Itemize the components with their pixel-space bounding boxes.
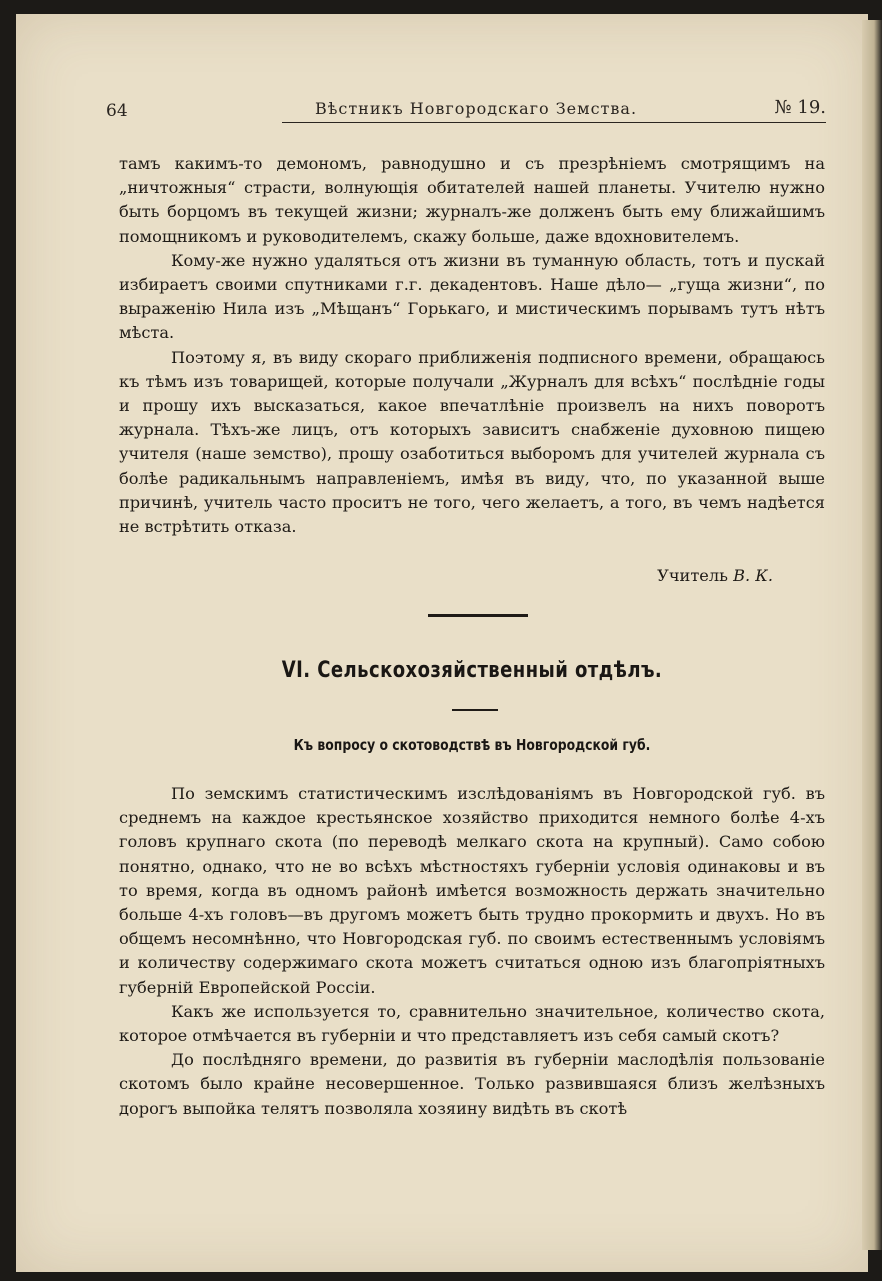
article-text bbox=[119, 782, 825, 1121]
letter-paragraph: Кому-же нужно удаляться отъ жизни въ туманную область, тотъ и пускай избираетъ своими спутниками г.г. декадентовъ. Наше дѣло— „гуща жизни“, по выраженію Нила изъ „Мѣщанъ“ Горькаго, и мистическимъ порывамъ тутъ нѣтъ мѣста. bbox=[119, 250, 825, 343]
header-rule bbox=[282, 122, 826, 123]
letter-paragraph: Поэтому я, въ виду скораго приближенія подписного времени, обращаюсь къ тѣмъ изъ товарищей, которые получали „Журналъ для всѣхъ“ послѣдніе годы и прошу ихъ высказаться, какое впечатлѣніе произвелъ на нихъ поворотъ журнала. Тѣхъ-же лицъ, отъ которыхъ зависитъ снабженіе духовною пищею учителя (наше земство), прошу озаботиться выборомъ для учителей журнала съ болѣе радикальнымъ направленіемъ, имѣя въ виду, что, по указанной выше причинѣ, учитель часто проситъ не того, чего желаетъ, а того, въ чемъ надѣется не встрѣтить отказа. bbox=[119, 347, 825, 537]
letter-paragraph: тамъ какимъ-то демономъ, равнодушно и съ презрѣніемъ смотрящимъ на „ничтожныя“ страсти, волнующія обитателей нашей планеты. Учителю нужно быть борцомъ въ текущей жизни; журналъ-же долженъ быть ему ближайшимъ помощникомъ и руководителемъ, скажу больше, даже вдохновителемъ. bbox=[119, 154, 825, 246]
signature bbox=[119, 566, 773, 585]
section-title: VI. Сельскохозяйственный отдѣлъ. bbox=[281, 658, 663, 683]
issue-number: № 19. bbox=[774, 97, 826, 118]
page-number: 64 bbox=[106, 101, 128, 121]
running-header bbox=[106, 94, 826, 124]
article-paragraph: До послѣдняго времени, до развитія въ губерніи маслодѣлія пользованіе скотомъ было крайне несовершенное. Только развившаяся близъ желѣзныхъ дорогъ выпойка телятъ позволяла хозяину видѣть въ скотѣ bbox=[119, 1050, 825, 1118]
article-title: Къ вопросу о скотоводствѣ въ Новгородской губ. bbox=[293, 736, 651, 754]
title-divider bbox=[452, 709, 498, 711]
page-edge bbox=[862, 20, 882, 1250]
letter-text bbox=[119, 152, 825, 539]
article-paragraph: По земскимъ статистическимъ изслѣдованіямъ въ Новгородской губ. въ среднемъ на каждое крестьянское хозяйство приходится немного болѣе 4-хъ головъ крупнаго скота (по переводѣ мелкаго скота на крупный). Само собою понятно, однако, что не во всѣхъ мѣстностяхъ губерніи условія одинаковы и въ то время, когда въ одномъ районѣ имѣется возможность держать значительно больше 4-хъ головъ—въ другомъ можетъ быть трудно прокормить и двухъ. Но въ общемъ несомнѣнно, что Новгородская губ. по своимъ естественнымъ условіямъ и количеству содержимаго скота можетъ считаться одною изъ благопріятныхъ губерній Европейской Россіи. bbox=[119, 784, 825, 997]
journal-title: Вѣстникъ Новгородскаго Земства. bbox=[314, 99, 638, 118]
section-divider bbox=[428, 614, 528, 617]
article-paragraph: Какъ же используется то, сравнительно значительное, количество скота, которое отмѣчается въ губерніи и что представляетъ изъ себя самый скотъ? bbox=[119, 1001, 825, 1046]
signature-prefix: Учитель bbox=[657, 566, 734, 585]
signature-initials: В. К. bbox=[733, 566, 773, 585]
